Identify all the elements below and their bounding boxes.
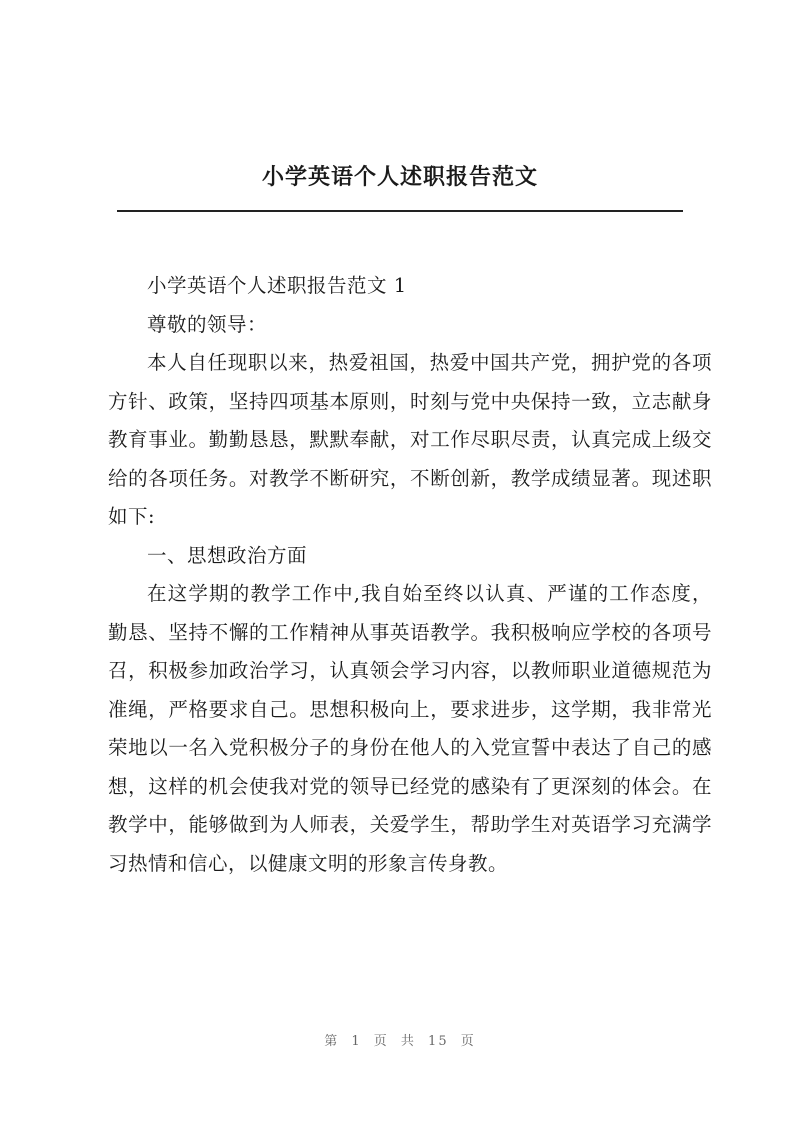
document-body xyxy=(108,267,712,883)
subsection-heading: 一、思想政治方面 xyxy=(147,543,308,567)
body-paragraph: 在这学期的教学工作中,我自始至终以认真、严谨的工作态度，勤恳、坚持不懈的工作精神从事英语教学。我积极响应学校的各项号召，积极参加政治学习，认真领会学习内容，以教师职业道德规范为准绳，严格要求自己。思想积极向上，要求进步，这学期，我非常光荣地以一名入党积极分子的身份在他人的入党宣誓中表达了自己的感想，这样的机会使我对党的领导已经党的感染有了更深刻的体会。在教学中，能够做到为人师表，关爱学生，帮助学生对英语学习充满学习热情和信心，以健康文明的形象言传身教。 xyxy=(108,582,712,875)
title-divider xyxy=(117,210,683,212)
page-number-footer: 第 1 页 共 15 页 xyxy=(324,1034,476,1049)
body-paragraph: 本人自任现职以来，热爱祖国，热爱中国共产党，拥护党的各项方针、政策，坚持四项基本原则，时刻与党中央保持一致，立志献身教育事业。勤勤恳恳，默默奉献，对工作尽职尽责，认真完成上级交给的各项任务。对教学不断研究，不断创新，教学成绩显著。现述职如下: xyxy=(108,351,712,528)
salutation: 尊敬的领导： xyxy=(147,312,268,336)
document-title: 小学英语个人述职报告范文 xyxy=(261,164,538,190)
section-heading: 小学英语个人述职报告范文 1 xyxy=(147,274,407,297)
